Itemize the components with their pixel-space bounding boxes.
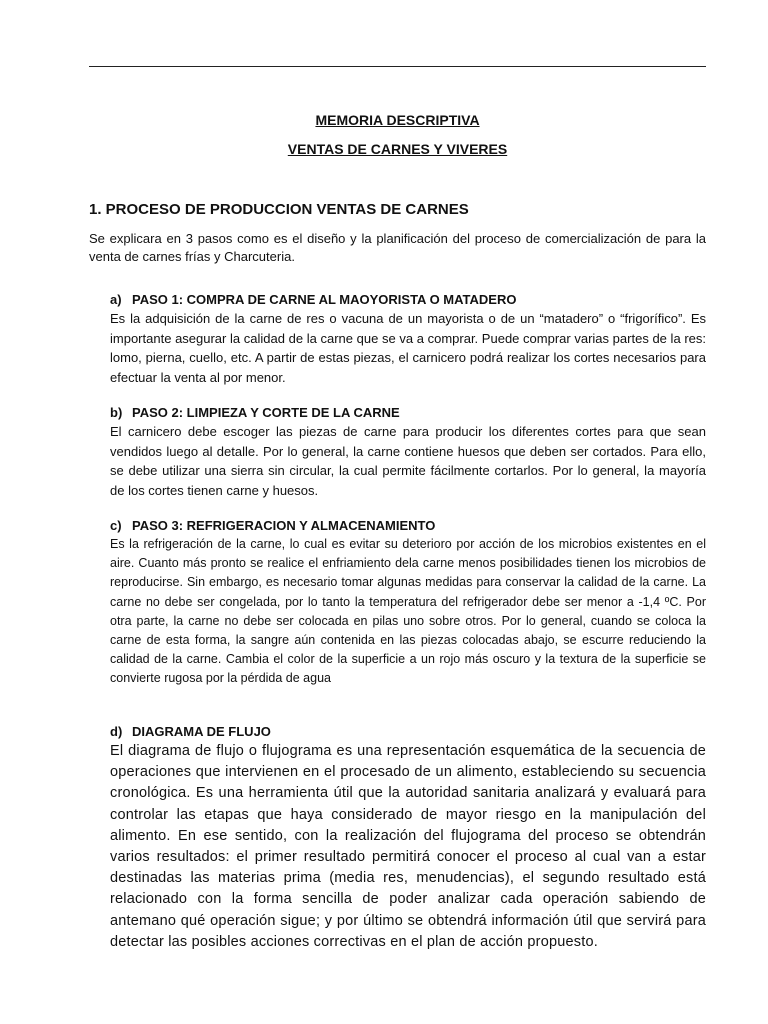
step-3-heading	[110, 517, 706, 535]
step-1-heading	[110, 291, 706, 309]
step-3-section	[110, 517, 706, 689]
section-heading: 1. PROCESO DE PRODUCCION VENTAS DE CARNES	[89, 201, 469, 218]
document-title: MEMORIA DESCRIPTIVA	[315, 112, 480, 128]
document-subtitle: VENTAS DE CARNES Y VIVERES	[287, 141, 508, 157]
step-2-body: El carnicero debe escoger las piezas de carne para producir los diferentes cortes para que sean vendidos luego al detalle. Por lo general, la carne contiene huesos que deben ser cortados. Para ello, se debe utilizar una sierra sin circular, la cual permite fácilmente cortarlos. Por lo general, la mayoría de los cortes tienen carne y huesos.	[110, 424, 706, 498]
step-3-label: c)	[110, 518, 122, 533]
flow-diagram-title: DIAGRAMA DE FLUJO	[132, 724, 271, 739]
flow-diagram-label: d)	[110, 724, 123, 739]
step-1-body: Es la adquisición de la carne de res o vacuna de un mayorista o de un “matadero” o “frigorífico”. Es importante asegurar la calidad de la carne que se va a comprar. Puede comprar varias partes de la res: lomo, pierna, cuello, etc. A partir de estas piezas, el carnicero podrá realizar los cortes necesarios para efectuar la venta al por menor.	[110, 311, 706, 385]
step-2-section	[110, 404, 706, 500]
step-2-heading	[110, 404, 706, 422]
header-rule	[89, 66, 706, 67]
flow-diagram-body: El diagrama de flujo o flujograma es una representación esquemática de la secuencia de operaciones que intervienen en el procesado de un alimento, estableciendo su secuencia cronológica. Es una herramienta útil que la autoridad sanitaria analizará y evaluará para controlar las etapas que haya considerado de mayor riesgo en la manipulación del alimento. En ese sentido, con la realización del flujograma del proceso se obtendrán varios resultados: el primer resultado permitirá conocer el proceso al cual van a estar destinadas las materias prima (media res, menudencias), el segundo resultado está relacionado con la forma sencilla de poder analizar cada operación sabiendo de antemano qué operación sigue; y por último se obtendrá información útil que servirá para detectar las posibles acciones correctivas en el plan de acción propuesto.	[110, 743, 706, 950]
step-2-label: b)	[110, 405, 123, 420]
flow-diagram-heading	[110, 723, 706, 741]
step-3-title: PASO 3: REFRIGERACION Y ALMACENAMIENTO	[132, 518, 436, 533]
step-1-title: PASO 1: COMPRA DE CARNE AL MAOYORISTA O MATADERO	[132, 292, 517, 307]
step-1-section	[110, 291, 706, 387]
step-1-label: a)	[110, 292, 122, 307]
step-3-body: Es la refrigeración de la carne, lo cual es evitar su deterioro por acción de los microbios existentes en el aire. Cuanto más pronto se realice el enfriamiento dela carne menos posibilidades tienen los microbios de reproducirse. Sin embargo, es necesario tomar algunas medidas para conservar la calidad de la carne. La carne no debe ser congelada, por lo tanto la temperatura del refrigerador debe ser menor a -1,4 ºC. Por otra parte, la carne no debe ser colocada en pilas uno sobre otros. Por lo general, cuando se coloca la carne de esta forma, la sangre aún contenida en las piezas colocadas abajo, se escurre reduciendo la calidad de la carne. Cambia el color de la superficie a un rojo más oscuro y la textura de la superficie se convierte rugosa por la pérdida de agua	[110, 537, 706, 686]
flow-diagram-section	[110, 723, 706, 953]
step-2-title: PASO 2: LIMPIEZA Y CORTE DE LA CARNE	[132, 405, 400, 420]
intro-paragraph: Se explicara en 3 pasos como es el diseño y la planificación del proceso de comercialización de para la venta de carnes frías y Charcuteria.	[89, 231, 706, 264]
